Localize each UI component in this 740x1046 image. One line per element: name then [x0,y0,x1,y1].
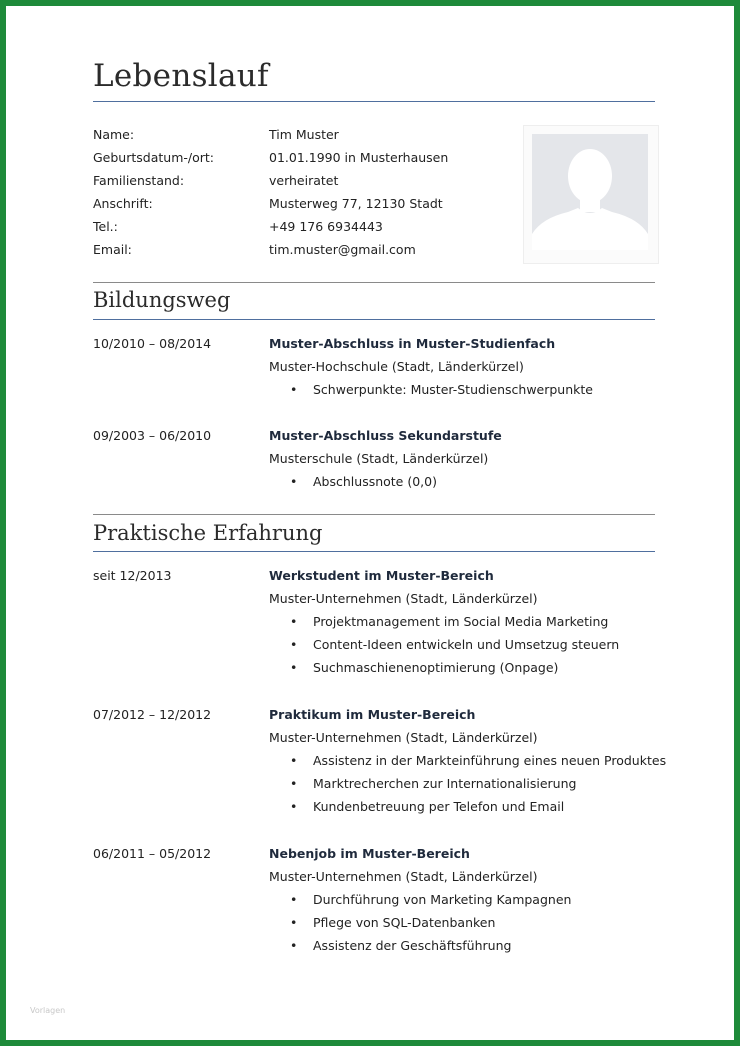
address-value: Musterweg 77, 12130 Stadt [269,196,443,211]
bullet-icon: • [290,382,298,397]
cv-page [6,6,734,1040]
phone-value: +49 176 6934443 [269,219,383,234]
email-label: Email: [93,242,132,257]
education-top-rule [93,282,655,283]
phone-label: Tel.: [93,219,118,234]
bullet-icon: • [290,614,298,629]
entry-heading: Praktikum im Muster-Bereich [269,707,476,722]
entry-bullet: Projektmanagement im Social Media Marketing [313,614,609,629]
bullet-icon: • [290,938,298,953]
marital-status-value: verheiratet [269,173,339,188]
entry-bullet: Assistenz in der Markteinführung eines neuen Produktes [313,753,667,768]
entry-date: 09/2003 – 06/2010 [93,428,212,443]
email-value: tim.muster@gmail.com [269,242,416,257]
entry-place: Muster-Unternehmen (Stadt, Länderkürzel) [269,730,538,745]
birth-label: Geburtsdatum-/ort: [93,150,215,165]
entry-place: Muster-Unternehmen (Stadt, Länderkürzel) [269,591,538,606]
experience-title: Praktische Erfahrung [93,521,323,545]
watermark: Vorlagen [30,1006,66,1015]
bullet-icon: • [290,474,298,489]
experience-top-rule [93,514,655,515]
page-title: Lebenslauf [93,58,269,94]
name-label: Name: [93,127,135,142]
bullet-icon: • [290,637,298,652]
address-label: Anschrift: [93,196,153,211]
entry-heading: Muster-Abschluss Sekundarstufe [269,428,502,443]
entry-heading: Muster-Abschluss in Muster-Studienfach [269,336,556,351]
birth-value: 01.01.1990 in Musterhausen [269,150,449,165]
entry-bullet: Assistenz der Geschäftsführung [313,938,512,953]
entry-bullet: Content-Ideen entwickeln und Umsetzug steuern [313,637,620,652]
entry-date: 10/2010 – 08/2014 [93,336,212,351]
entry-date: 06/2011 – 05/2012 [93,846,212,861]
title-rule [93,101,655,102]
entry-bullet: Kundenbetreuung per Telefon und Email [313,799,565,814]
name-value: Tim Muster [269,127,339,142]
entry-heading: Nebenjob im Muster-Bereich [269,846,470,861]
bullet-icon: • [290,753,298,768]
education-title: Bildungsweg [93,288,231,312]
entry-heading: Werkstudent im Muster-Bereich [269,568,494,583]
bullet-icon: • [290,799,298,814]
entry-date: seit 12/2013 [93,568,172,583]
photo-frame [523,125,659,264]
education-rule [93,319,655,320]
bullet-icon: • [290,660,298,675]
entry-place: Muster-Hochschule (Stadt, Länderkürzel) [269,359,524,374]
entry-bullet: Schwerpunkte: Muster-Studienschwerpunkte [313,382,593,397]
entry-bullet: Suchmaschienenoptimierung (Onpage) [313,660,559,675]
entry-bullet: Abschlussnote (0,0) [313,474,437,489]
bullet-icon: • [290,892,298,907]
entry-bullet: Durchführung von Marketing Kampagnen [313,892,572,907]
experience-rule [93,551,655,552]
bullet-icon: • [290,776,298,791]
entry-bullet: Marktrecherchen zur Internationalisierung [313,776,577,791]
person-silhouette-icon [532,134,648,250]
entry-date: 07/2012 – 12/2012 [93,707,212,722]
entry-place: Muster-Unternehmen (Stadt, Länderkürzel) [269,869,538,884]
entry-place: Musterschule (Stadt, Länderkürzel) [269,451,489,466]
bullet-icon: • [290,915,298,930]
entry-bullet: Pflege von SQL-Datenbanken [313,915,496,930]
marital-status-label: Familienstand: [93,173,185,188]
